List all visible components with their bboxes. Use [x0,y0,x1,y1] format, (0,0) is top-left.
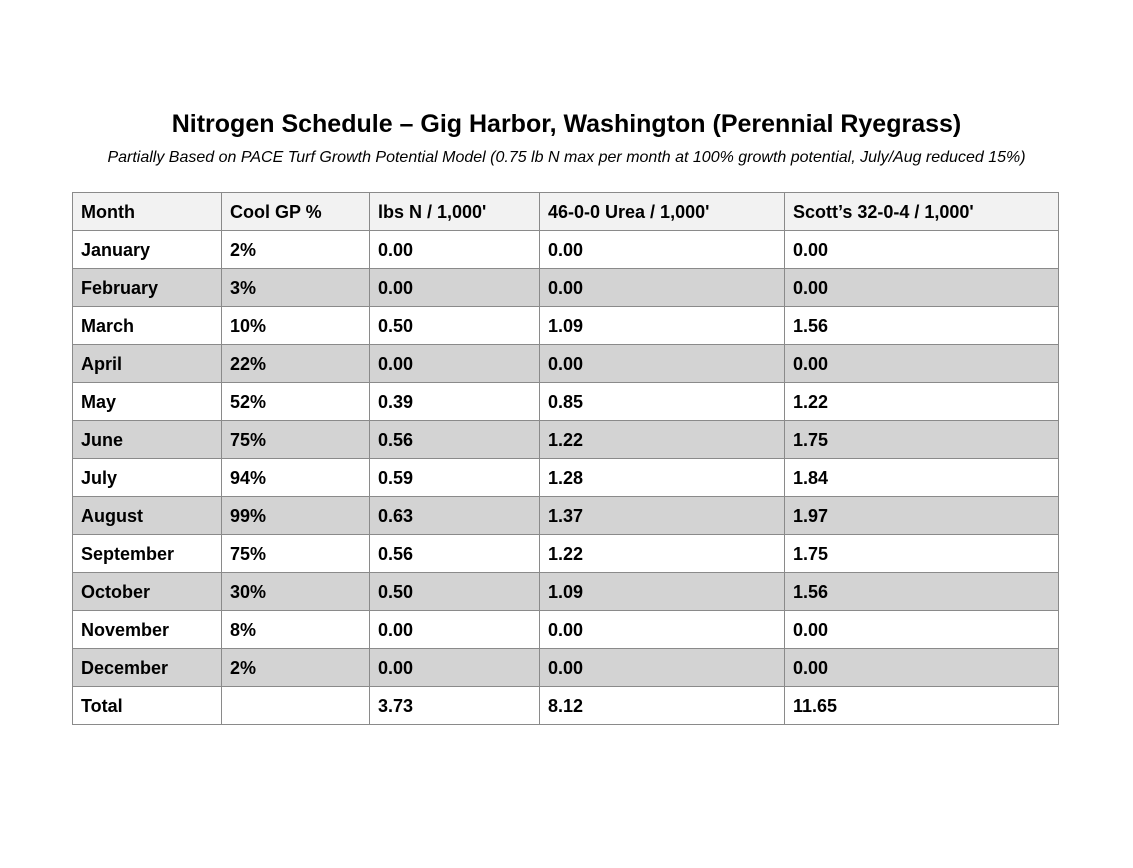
scotts-cell: 1.84 [785,459,1059,497]
scotts-cell: 0.00 [785,649,1059,687]
lbs-n-cell: 0.56 [370,421,540,459]
scotts-cell: 1.56 [785,573,1059,611]
table-row [73,573,1059,611]
scotts-cell: 0.00 [785,231,1059,269]
scotts-cell: 11.65 [785,687,1059,725]
scotts-cell: 1.22 [785,383,1059,421]
cool-gp-cell: 75% [222,421,370,459]
scotts-cell: 1.75 [785,535,1059,573]
month-cell: January [73,231,222,269]
lbs-n-cell: 0.50 [370,573,540,611]
urea-cell: 0.85 [540,383,785,421]
scotts-cell: 1.97 [785,497,1059,535]
month-cell: September [73,535,222,573]
table-row [73,307,1059,345]
month-cell: August [73,497,222,535]
page-subtitle: Partially Based on PACE Turf Growth Potential Model (0.75 lb N max per month at 100% growth potential, July/Aug reduced 15%) [107,149,1026,166]
table-row [73,535,1059,573]
cool-gp-cell: 8% [222,611,370,649]
lbs-n-cell: 0.39 [370,383,540,421]
urea-cell: 1.09 [540,307,785,345]
urea-cell: 1.22 [540,421,785,459]
lbs-n-cell: 0.59 [370,459,540,497]
header-lbs-n: lbs N / 1,000' [370,193,540,231]
urea-cell: 1.28 [540,459,785,497]
cool-gp-cell: 75% [222,535,370,573]
scotts-cell: 1.75 [785,421,1059,459]
cool-gp-cell: 52% [222,383,370,421]
month-cell: October [73,573,222,611]
lbs-n-cell: 0.00 [370,231,540,269]
table-header [73,193,1059,231]
scotts-cell: 0.00 [785,345,1059,383]
nitrogen-schedule-table [72,192,1059,725]
table-row [73,269,1059,307]
urea-cell: 0.00 [540,611,785,649]
header-cool-gp: Cool GP % [222,193,370,231]
header-row [73,193,1059,231]
scotts-cell: 1.56 [785,307,1059,345]
month-cell: April [73,345,222,383]
urea-cell: 1.37 [540,497,785,535]
month-cell: March [73,307,222,345]
urea-cell: 0.00 [540,231,785,269]
table-row [73,383,1059,421]
table-row [73,421,1059,459]
table-body [73,231,1059,725]
cool-gp-cell: 3% [222,269,370,307]
cool-gp-cell [222,687,370,725]
header-month: Month [73,193,222,231]
lbs-n-cell: 0.00 [370,345,540,383]
cool-gp-cell: 10% [222,307,370,345]
lbs-n-cell: 0.00 [370,649,540,687]
lbs-n-cell: 0.00 [370,611,540,649]
lbs-n-cell: 0.56 [370,535,540,573]
month-cell: May [73,383,222,421]
lbs-n-cell: 3.73 [370,687,540,725]
table-row [73,459,1059,497]
table-row [73,345,1059,383]
month-cell: November [73,611,222,649]
cool-gp-cell: 99% [222,497,370,535]
month-cell: December [73,649,222,687]
urea-cell: 1.22 [540,535,785,573]
total-row [73,687,1059,725]
month-cell: July [73,459,222,497]
cool-gp-cell: 2% [222,649,370,687]
table-row [73,231,1059,269]
header-urea: 46-0-0 Urea / 1,000' [540,193,785,231]
table-row [73,611,1059,649]
urea-cell: 0.00 [540,269,785,307]
urea-cell: 8.12 [540,687,785,725]
cool-gp-cell: 30% [222,573,370,611]
month-cell: Total [73,687,222,725]
lbs-n-cell: 0.50 [370,307,540,345]
month-cell: June [73,421,222,459]
lbs-n-cell: 0.63 [370,497,540,535]
table-row [73,649,1059,687]
month-cell: February [73,269,222,307]
urea-cell: 0.00 [540,649,785,687]
scotts-cell: 0.00 [785,611,1059,649]
cool-gp-cell: 22% [222,345,370,383]
header-scotts: Scott’s 32-0-4 / 1,000' [785,193,1059,231]
urea-cell: 0.00 [540,345,785,383]
table-row [73,497,1059,535]
scotts-cell: 0.00 [785,269,1059,307]
urea-cell: 1.09 [540,573,785,611]
cool-gp-cell: 2% [222,231,370,269]
lbs-n-cell: 0.00 [370,269,540,307]
page-title: Nitrogen Schedule – Gig Harbor, Washington (Perennial Ryegrass) [171,110,962,138]
cool-gp-cell: 94% [222,459,370,497]
